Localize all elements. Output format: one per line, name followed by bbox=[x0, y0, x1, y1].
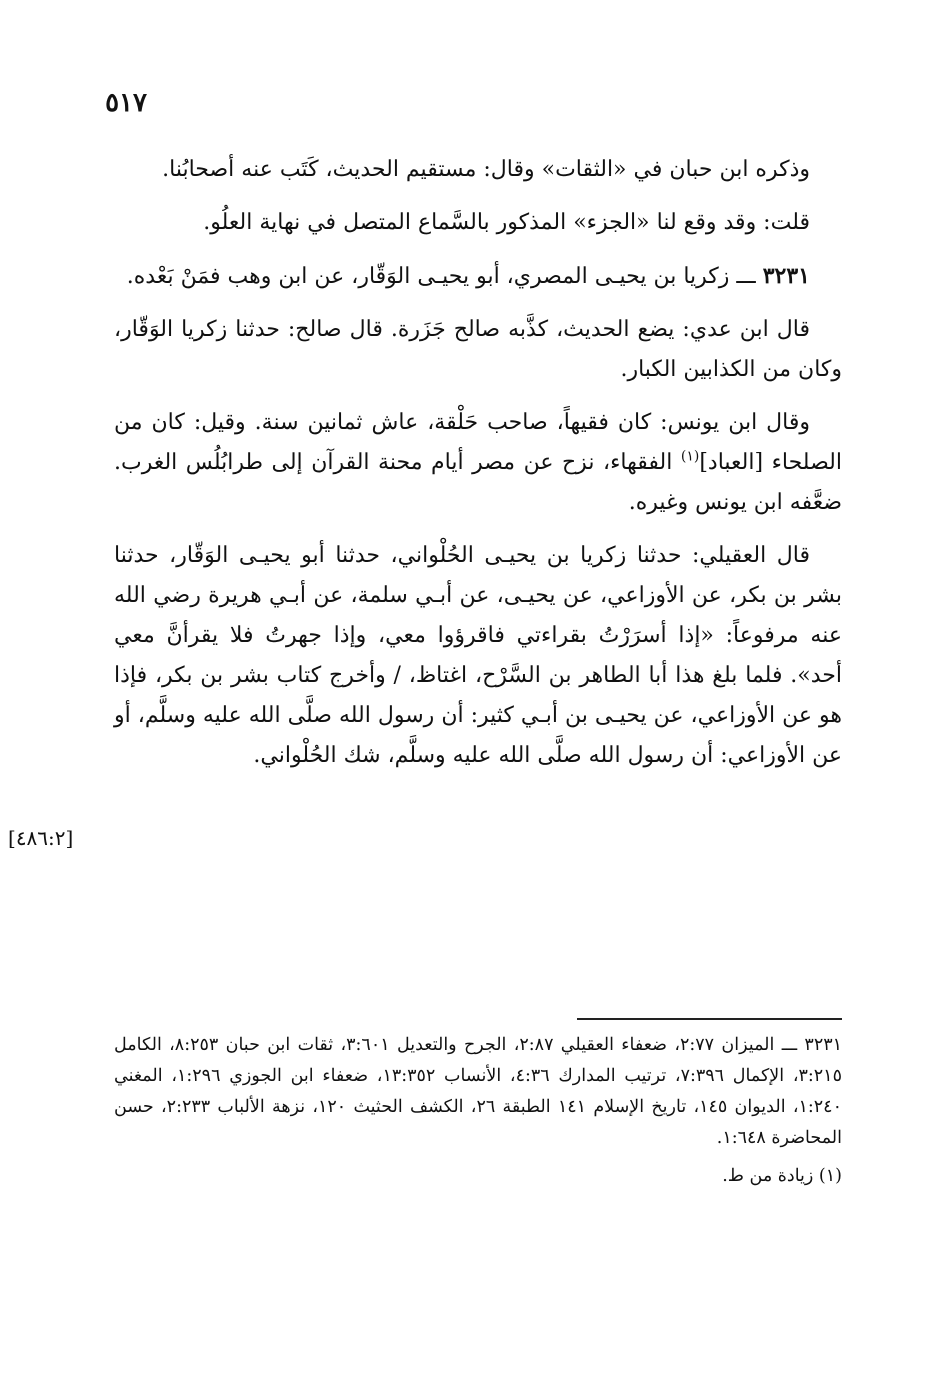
paragraph-ibn-yunus bbox=[114, 403, 842, 523]
paragraph-ibn-adi: قال ابن عدي: يضع الحديث، كذَّبه صالح جَزَرة. قال صالح: حدثنا زكريا الوَقّار، وكان من الكذابين الكبار. bbox=[114, 317, 842, 383]
paragraph-qultu: قلت: وقد وقع لنا «الجزء» المذكور بالسَّماع المتصل في نهاية العلُو. bbox=[203, 210, 810, 236]
footnotes bbox=[114, 1030, 842, 1198]
footnote-ref-marker: (١) bbox=[680, 448, 700, 465]
paragraph-uqayli: قال العقيلي: حدثنا زكريا بن يحيـى الحُلْواني، حدثنا أبو يحيـى الوَقّار، حدثنا بشر بن بكر، عن الأوزاعي، عن يحيـى، عن أبـي سلمة، عن أبـي هريرة رضي الله عنه مرفوعاً: «إذا أسرَرْتُ بقراءتي فاقرؤوا معي، وإذا جهرتُ فلا يقرأنَّ معي أحد». فلما بلغ هذا أبا الطاهر بن السَّرْح، اغتاظ، / وأخرج كتاب بشر بن بكر، فإذا هو عن الأوزاعي، عن يحيـى بن أبـي كثير: أن رسول الله صلَّى الله عليه وسلَّم، أو عن الأوزاعي: أن رسول الله صلَّى الله عليه وسلَّم، شك الحُلْواني. bbox=[114, 543, 842, 769]
entry-heading bbox=[114, 256, 842, 297]
footnote-one: (١) زيادة من ط. bbox=[722, 1165, 842, 1186]
margin-page-reference: [٤٨٦:٢] bbox=[8, 826, 74, 850]
main-text bbox=[114, 150, 842, 789]
footnote-sources: ٣٢٣١ ـــ الميزان ٢:٧٧، ضعفاء العقيلي ٢:٨٧، الجرح والتعديل ٣:٦٠١، ثقات ابن حبان ٨:٢٥٣، الكامل ٣:٢١٥، الإكمال ٧:٣٩٦، ترتيب المدارك ٤:٣٦، الأنساب ١٣:٣٥٢، ضعفاء ابن الجوزي ١:٢٩٦، المغني ١:٢٤٠، الديوان ١٤٥، تاريخ الإسلام ١٤١ الطبقة ٢٦، الكشف الحثيث ١٢٠، نزهة الألباب ٢:٢٣٣، حسن المحاضرة ١:٦٤٨. bbox=[114, 1035, 843, 1149]
entry-title: ـــ زكريا بن يحيـى المصري، أبو يحيـى الوَقّار، عن ابن وهب فمَنْ بَعْده. bbox=[126, 264, 756, 290]
paragraph-ibn-hibban: وذكره ابن حبان في «الثقات» وقال: مستقيم الحديث، كَتَب عنه أصحابُنا. bbox=[162, 157, 810, 182]
page-number: ٥١٧ bbox=[105, 88, 147, 118]
ibn-yunus-text-start: وقال ابن يونس: كان فقيهاً، صاحب حَلْقة، عاش ثمانين سنة. وقيل: كان من الصلحاء [العباد] bbox=[114, 410, 842, 476]
footnote-divider bbox=[577, 1018, 842, 1020]
entry-number: ٣٢٣١ bbox=[762, 263, 810, 290]
ibn-yunus-text-end: الفقهاء، نزح عن مصر أيام محنة القرآن إلى طرابُلُس الغرب. ضعَّفه ابن يونس وغيره. bbox=[114, 450, 842, 516]
